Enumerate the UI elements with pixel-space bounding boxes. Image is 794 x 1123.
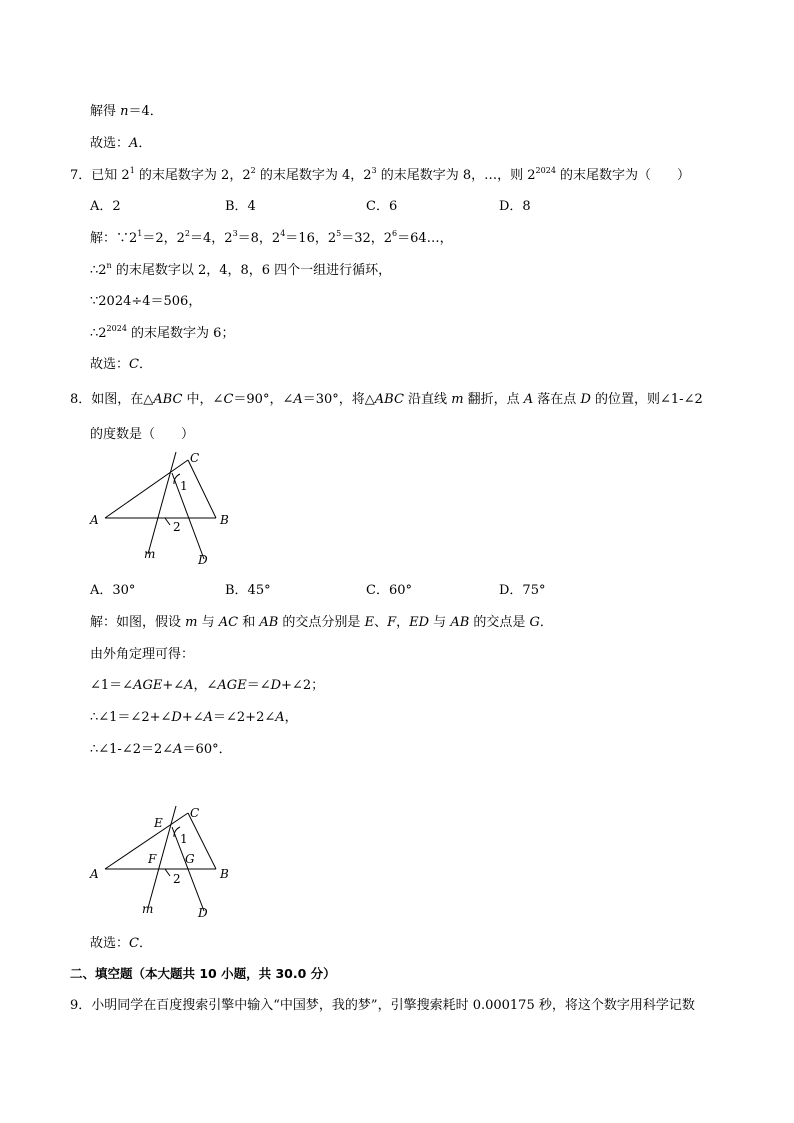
- label-f: F: [148, 852, 157, 866]
- label-1: 1: [180, 832, 188, 846]
- q8-answer: 故选：C．: [90, 936, 152, 951]
- q7-option-b: B．4: [225, 199, 256, 214]
- question-8-line-2: 的度数是（ ）: [90, 427, 195, 442]
- section-heading: 二、填空题（本大题共 10 小题，共 30.0 分）: [70, 966, 336, 981]
- q8-solution-1: 解：如图，假设 m 与 AC 和 AB 的交点分别是 E、F，ED 与 AB 的交点是 G．: [90, 615, 553, 630]
- q7-solution-1: 解：$\because 2^1=2$，$2^2=4$，$2^3=8$，$2^4=16$，$2^5=32$，$2^6=64\dots$，: [90, 229, 453, 246]
- label-e: E: [154, 816, 163, 830]
- label-c: C: [190, 806, 200, 820]
- label-a: A: [90, 867, 99, 881]
- q7-answer: 故选：C．: [90, 357, 152, 372]
- q7-option-d: D．8: [499, 199, 531, 214]
- question-7: 7．已知 $2^1$ 的末尾数字为 2，$2^2$ 的末尾数字为 4，$2^3$ 的末尾数字为 8，…，则 $2^{2024}$ 的末尾数字为（ ）: [70, 166, 691, 183]
- label-c: C: [190, 451, 200, 465]
- q8-option-d: D．75°: [499, 583, 546, 598]
- label-g: G: [185, 852, 195, 866]
- solution-line: 解得 n＝4．: [90, 104, 163, 119]
- q8-option-b: B．45°: [225, 583, 271, 598]
- label-1: 1: [180, 479, 188, 493]
- triangle-figure-2: [80, 803, 260, 928]
- q8-solution-2: 由外角定理可得：: [90, 647, 195, 662]
- q8-solution-4: ∴∠1＝∠2+∠D+∠A＝∠2+2∠A，: [90, 710, 298, 725]
- q8-option-c: C．60°: [366, 583, 412, 598]
- q7-option-c: C．6: [366, 199, 398, 214]
- q8-solution-3: ∠1＝∠AGE+∠A，∠AGE＝∠D+∠2；: [90, 678, 325, 693]
- label-m: m: [144, 547, 156, 561]
- label-d: D: [198, 553, 208, 567]
- label-m: m: [142, 902, 154, 916]
- q7-solution-2: ∴2$^n$ 的末尾数字以 2，4，8，6 四个一组进行循环，: [90, 261, 392, 278]
- q7-solution-3: ∵2024÷4＝506，: [90, 294, 202, 309]
- q7-solution-4: $\therefore 2^{2024}$ 的末尾数字为 6；: [90, 324, 235, 341]
- q8-option-a: A．30°: [90, 583, 136, 598]
- label-2: 2: [173, 872, 181, 886]
- q8-solution-5: ∴∠1-∠2＝2∠A＝60°．: [90, 742, 232, 757]
- answer-line: 故选：A．: [90, 136, 152, 151]
- label-d: D: [198, 906, 208, 920]
- triangle-figure-1: [80, 448, 260, 573]
- label-b: B: [220, 513, 229, 527]
- label-a: A: [90, 513, 99, 527]
- label-2: 2: [173, 520, 181, 534]
- label-b: B: [220, 867, 229, 881]
- question-8-line-1: 8．如图，在△ABC 中，∠C＝90°，∠A＝30°，将△ABC 沿直线 m 翻折，点 A 落在点 D 的位置，则∠1-∠2: [70, 392, 703, 407]
- question-9: 9．小明同学在百度搜索引擎中输入“中国梦，我的梦”，引擎搜索耗时 0.000175 秒，将这个数字用科学记数: [70, 998, 695, 1013]
- q7-option-a: A．2: [90, 199, 121, 214]
